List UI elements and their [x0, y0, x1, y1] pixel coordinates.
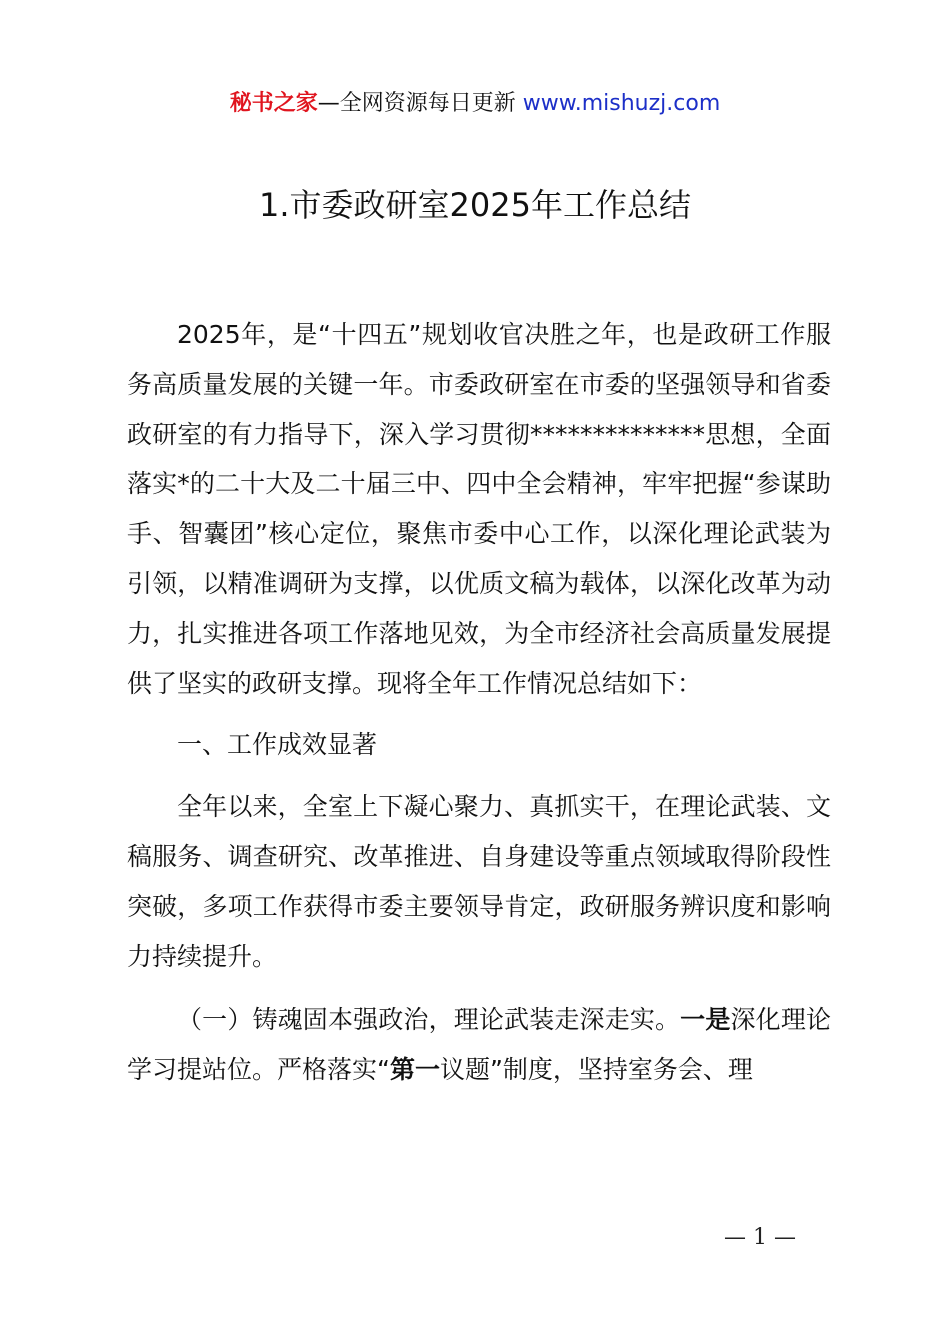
section-paragraph: 全年以来，全室上下凝心聚力、真抓实干，在理论武装、文稿服务、调查研究、改革推进、自身建设等重点领域取得阶段性突破，多项工作获得市委主要领导肯定，政研服务辨识度和影响力持续提升。 [127, 792, 831, 971]
header-tagline: —全网资源每日更新 [317, 91, 516, 116]
brand-name: 秘书之家 [229, 91, 318, 116]
subsection-paragraph [127, 995, 831, 1095]
section-heading: 一、工作成效显著 [177, 730, 378, 760]
document-title: 1.市委政研室2025年工作总结 [259, 186, 691, 224]
subsection-text: 深化理论学习提站位。严格落实“ [127, 1005, 831, 1085]
page-number: — 1 — [724, 1225, 796, 1250]
subsection-heading: （一）铸魂固本强政治，理论武装走深走实。 [177, 1005, 681, 1035]
bold-marker: 一是 [680, 1005, 731, 1035]
site-url[interactable]: www.mishuzj.com [522, 91, 721, 116]
subsection-text: 议题”制度，坚持室务会、理 [439, 1055, 753, 1085]
bold-marker: 第一 [389, 1055, 440, 1085]
document-body [127, 310, 831, 1095]
intro-paragraph: 2025年，是“十四五”规划收官决胜之年，也是政研工作服务高质量发展的关键一年。市委政研室在市委的坚强领导和省委政研室的有力指导下，深入学习贯彻**************思想，全面落实*的二十大及二十届三中、四中全会精神，牢牢把握“参谋助手、智囊团”核心定位，聚焦市委中心工作，以深化理论武装为引领，以精准调研为支撑，以优质文稿为载体，以深化改革为动力，扎实推进各项工作落地见效，为全市经济社会高质量发展提供了坚实的政研支撑。现将全年工作情况总结如下： [127, 320, 831, 698]
site-header [0, 88, 950, 120]
